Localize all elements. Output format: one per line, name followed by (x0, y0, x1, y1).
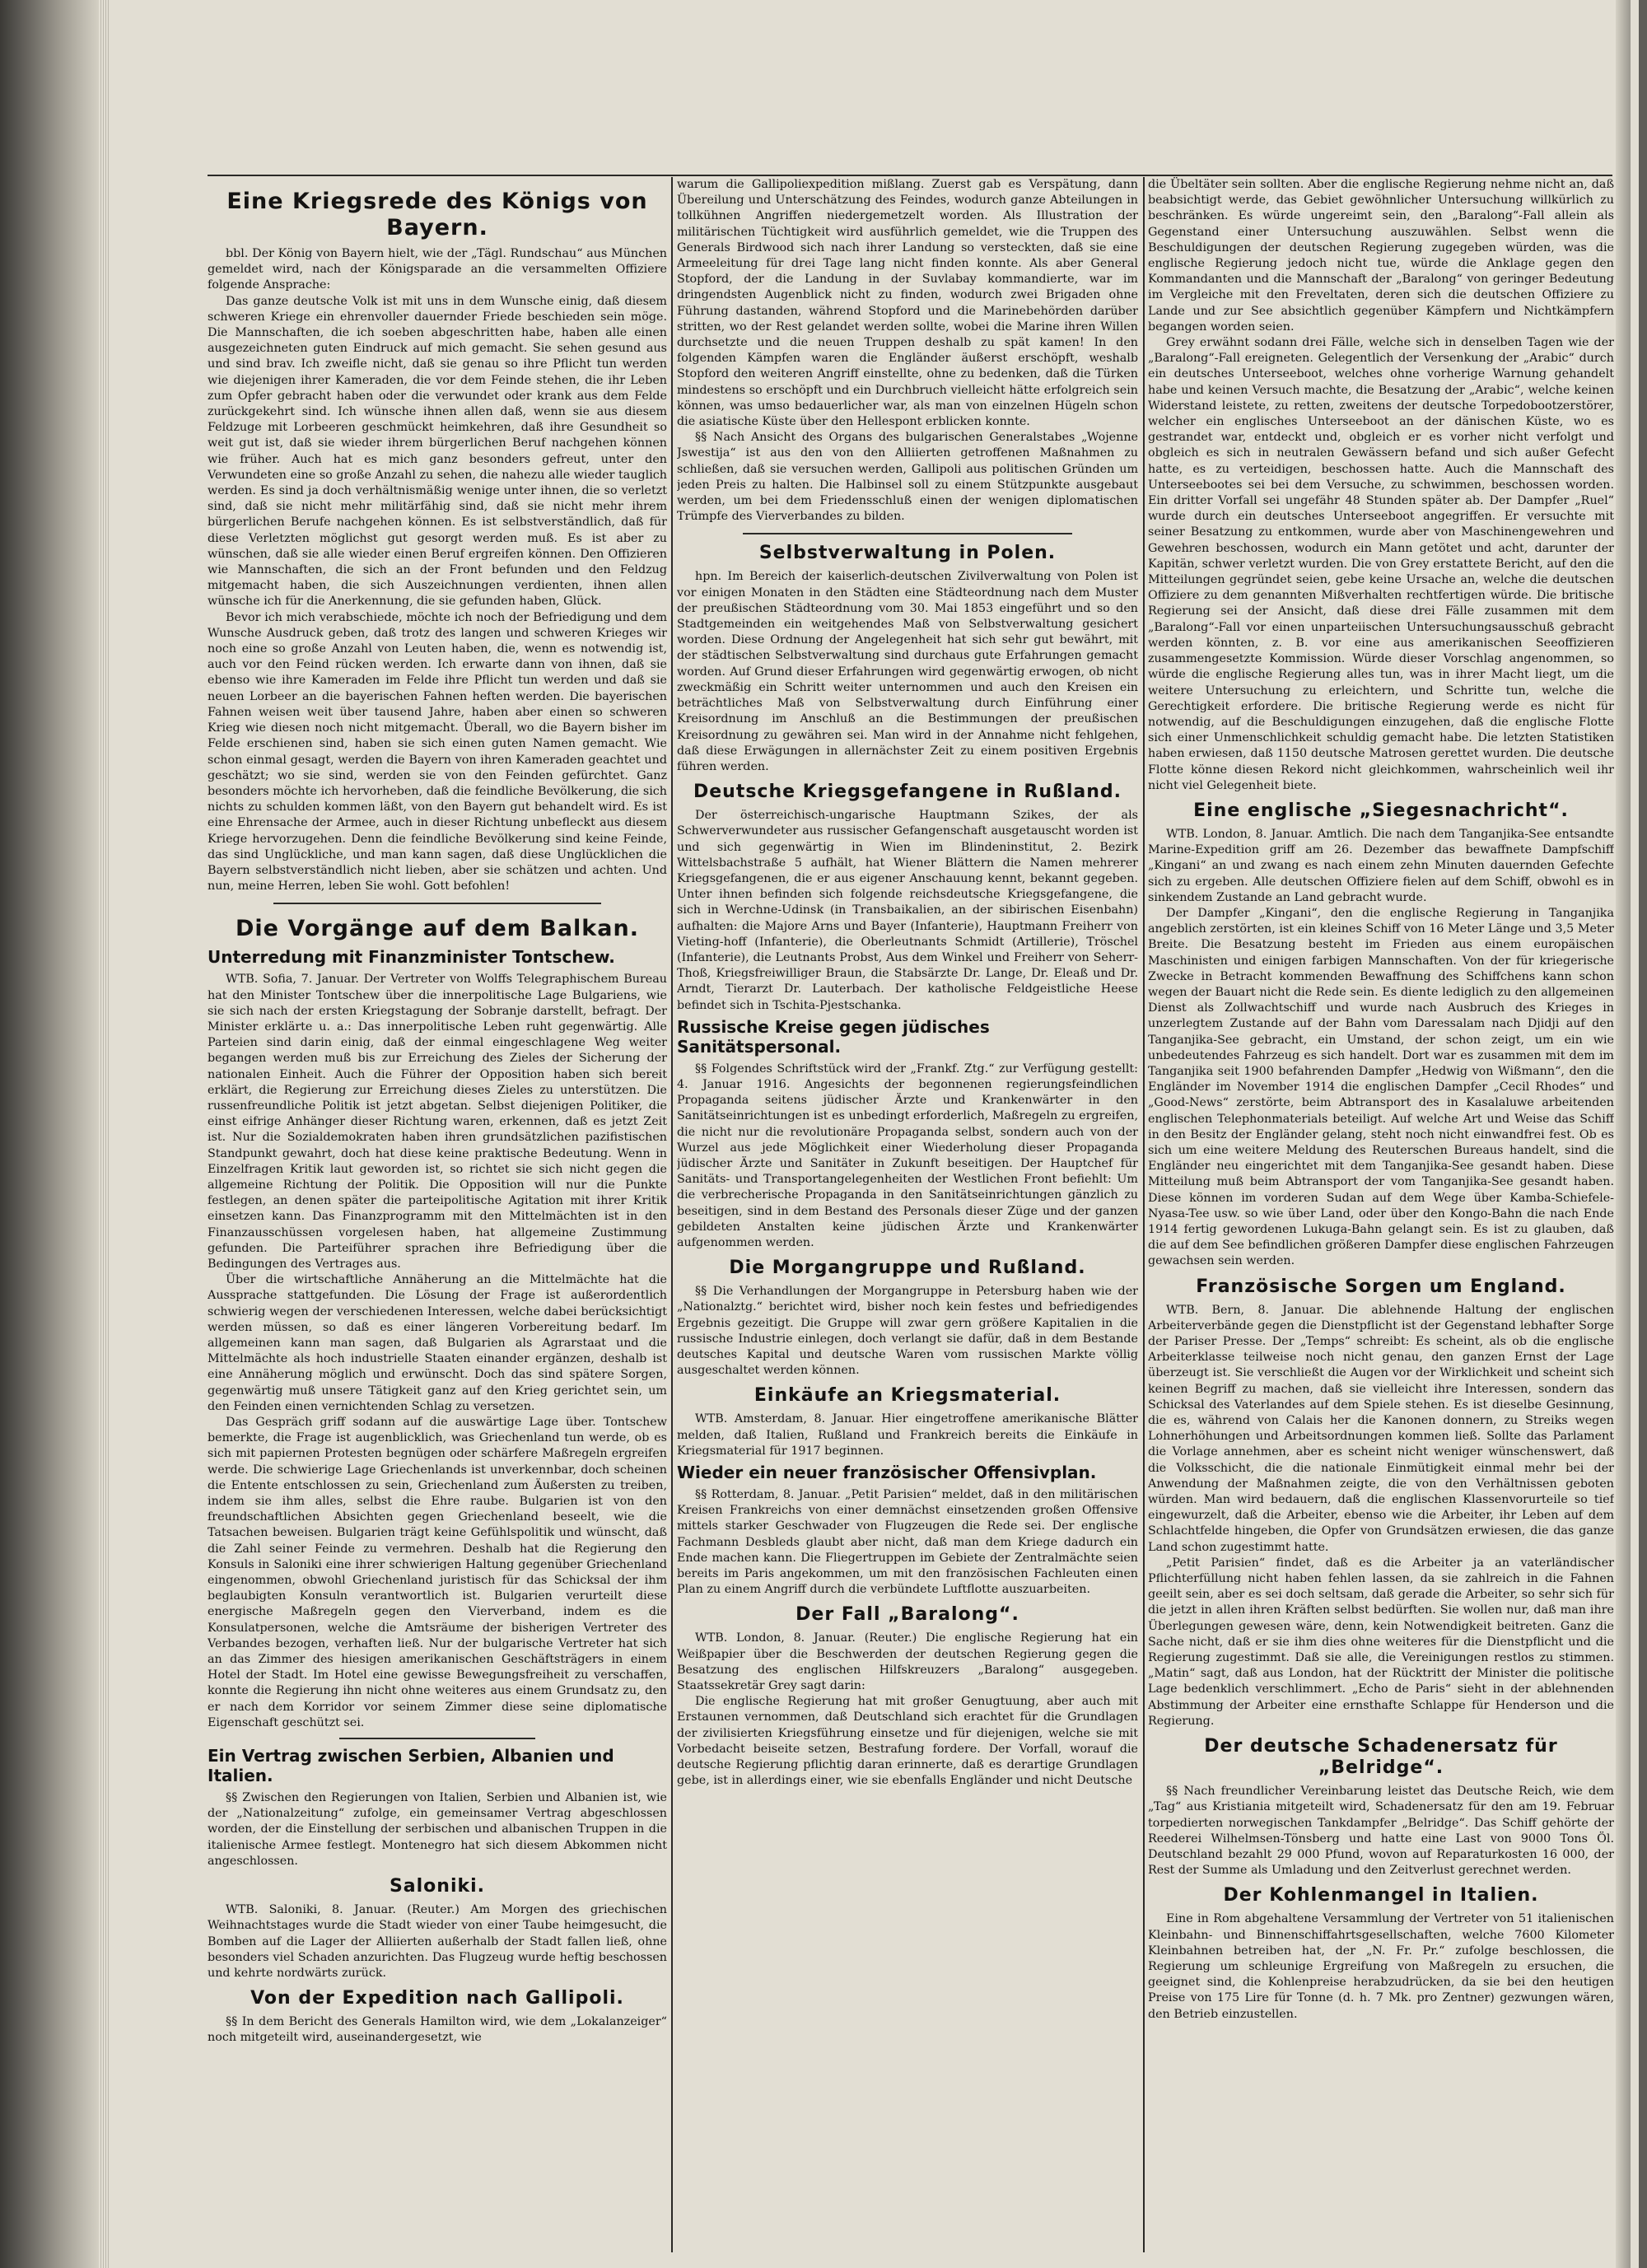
headline-baralong: Der Fall „Baralong“. (796, 1604, 1019, 1626)
article-paragraph: §§ Rotterdam, 8. Januar. „Petit Parisien“ meldet, daß in den militärischen Kreisen Frankreichs von einer demnächst einsetzenden großen Offensive mittels starker Geschwader von Flugzeugen die Rede sei. Der englische Fachmann Desbleds glaubt aber nicht, daß man dem Kriege dadurch ein Ende machen kann. Die Fliegertruppen im Gebiete der Zentralmächte seien bereits im Paris angekommen, um mit den französischen Fachleuten einen Plan zu einem Angriff durch die verbündete Luftflotte auszuarbeiten. (677, 1488, 1138, 1597)
separator (743, 533, 1072, 534)
article-paragraph: hpn. Im Bereich der kaiserlich-deutschen Zivilverwaltung von Polen ist vor einigen Monaten in den Städten eine Städteordnung nach dem Muster der preußischen Städteordnung vom 30. Mai 1853 eingeführt und so den Stadtgemeinden ein weitgehendes Maß von Selbstverwaltung gesichert worden. Diese Ordnung der Angelegenheit hat sich sehr gut bewährt, mit der städtischen Selbstverwaltung sind durchaus gute Erfahrungen gemacht worden. Auf Grund dieser Erfahrungen wird gegenwärtig erwogen, ob nicht zweckmäßig ein Schritt weiter unternommen und auch den Kreisen ein beträchtliches Maß von Selbstverwaltung durch Einführung einer Kreisordnung im Anschluß an die Bestimmungen der preußischen Kreisordnung zu gewähren sei. Man wird in der Annahme nicht fehlgehen, daß diese Erwägungen in allernächster Zeit zu einem positiven Ergebnis führen werden. (677, 570, 1138, 773)
article-paragraph: Grey erwähnt sodann drei Fälle, welche sich in denselben Tagen wie der „Baralong“-Fall ereigneten. Gelegentlich der Versenkung der „Arabic“ durch ein deutsches Unterseeboot, welches ohne vorherige Warnung gehandelt habe und keinen Versuch machte, die Besatzung der „Arabic“, welche keinen Widerstand leistete, zu retten, zweitens der deutsche Torpedobootzerstörer, welcher ein englisches Unterseeboot an der dänischen Küste, wo es gestrandet war, entdeckt und, obgleich er es vorher nicht verfolgt und obgleich es sich in neutralen Gewässern befand und sich außer Gefecht hatte, es zu verteidigen, beschossen hatte. Auch die Mannschaft des Unterseebootes sei bei dem Versuche, zu schwimmen, beschossen worden. Ein dritter Vorfall sei ungefähr 48 Stunden später ab. Der Dampfer „Ruel“ wurde durch ein deutsches Unterseeboot angegriffen. Er versuchte mit seiner Besatzung zu entkommen, wurde aber von Maschinengewehren und Gewehren beschossen, wodurch ein Mann getötet und acht, darunter der Kapitän, schwer verletzt wurden. Die von Grey erstattete Bericht, auf den die Mitteilungen gegründet seien, gebe keine Ursache an, welche die deutschen Offiziere zu dem genannten Mißverhalten rechtfertigen würde. Die britische Regierung sei der Ansicht, daß diese drei Fälle zusammen mit dem „Baralong“-Fall vor einen unparteiischen Untersuchungsausschuß gebracht werden könnten, z. B. vor eine aus amerikanischen Seeoffizieren zusammengesetzte Kommission. Würde dieser Vorschlag angenommen, so würde die englische Regierung alles tun, was in ihrer Macht liegt, um die weitere Untersuchung zu erleichtern, und Schritte tun, welche die Gerechtigkeit erfordere. Die britische Regierung werde es nicht für notwendig, auf die Beschuldigungen einzugehen, daß die englische Flotte sich einer Unmenschlichkeit schuldig gemacht habe. Die letzten Statistiken haben erwiesen, daß 1150 deutsche Matrosen gerettet wurden. Die deutsche Flotte könne diesen Rekord nicht gleichkommen, wahrscheinlich weil ihr nicht viel Gelegenheit biete. (1148, 336, 1614, 792)
headline-sorgen: Französische Sorgen um England. (1196, 1276, 1566, 1297)
headline-balkan: Die Vorgänge auf dem Balkan. (236, 916, 639, 942)
headline-kohlen: Der Kohlenmangel in Italien. (1223, 1885, 1539, 1906)
headline-king: Eine Kriegsrede des Königs von Bayern. (226, 189, 648, 240)
subheadline-balkan: Unterredung mit Finanzminister Tontschew. (208, 947, 615, 968)
headline-einkaeufe: Einkäufe an Kriegsmaterial. (754, 1385, 1061, 1407)
article-paragraph: WTB. Bern, 8. Januar. Die ablehnende Haltung der englischen Arbeiterverbände gegen die Dienstpflicht ist der Gegenstand lebhafter Sorge der Pariser Presse. Der „Temps“ schreibt: Es scheint, als ob die englische Arbeiterklasse teilweise noch nicht genau, den ganzen Ernst der Lage überzeugt ist. Sie verschließt die Augen vor der Wirklichkeit und scheint sich keinen Begriff zu machen, daß sie vielleicht ihre Interessen, sondern das Schicksal des Vaterlandes auf dem Spiele stehen. Es ist dieselbe Gesinnung, die es, während von Calais her die Kanonen donnern, zu Streiks wegen Lohnerhöhungen und Arbeitsordnungen kommen ließ. Sollte das Parlament die Vorlage annehmen, aber es scheint nicht weniger wünschenswert, daß die Volksschicht, die die nationale Einmütigkeit einmal mehr bei der Anwendung der Maßnahmen zeigte, die von den Verhältnissen geboten würden. Man wird bedauern, daß die englischen Klassenvorurteile so tief eingewurzelt, daß die Arbeiter, ebenso wie die Arbeiter, ihr Leben auf dem Schlachtfelde hingeben, die Opfer von Grundsätzen erwiesen, die das ganze Land schon zugestimmt hatte. (1148, 1303, 1614, 1554)
page-edges (100, 0, 109, 2268)
headline-schaden: Der deutsche Schadenersatz für „Belridge“. (1204, 1736, 1558, 1779)
column-1 (208, 177, 667, 2260)
headline-kreise: Russische Kreise gegen jüdisches Sanitätspersonal. (677, 1016, 990, 1057)
column-rule-2 (1143, 177, 1145, 2252)
article-paragraph: „Petit Parisien“ findet, daß es die Arbeiter ja an vaterländischer Pflichterfüllung nicht haben fehlen lassen, da sie zahlreich in die Fahnen geeilt sein, aber es sei doch seltsam, daß gerade die Arbeiter, so sehr sich für die jetzt in allen ihren Kräften selbst bedürften. Sie wollen nur, daß man ihre Überlegungen gewesen wäre, denn, kein Notwendigkeit beitreten. Ganz die Sache nicht, daß er sie ihm dies ohne weiteres für die Dienstpflicht und die Regierung zugestimmt. Daß sie alle, die Vereinigungen restlos zu stimmen. „Matin“ sagt, daß aus London, hat der Rücktritt der Minister die politische Lage bedenklich verschlimmert. „Echo de Paris“ sieht in der ablehnenden Abstimmung der Arbeiter eine ernsthafte Schlappe für Henderson und die Regierung. (1148, 1556, 1614, 1728)
article-paragraph: Der Dampfer „Kingani“, den die englische Regierung in Tanganjika angeblich zerstörten, ist ein kleines Schiff von 16 Meter Länge und 3,5 Meter Breite. Die Besatzung besteht im Frieden aus einem europäischen Maschinisten und einigen farbigen Mannschaften. Von der für kriegerische Zwecke in Betracht kommenden Bewaffnung des Schiffchens kann schon wegen der Bauart nicht die Rede sein. Es diente lediglich zu den allgemeinen Dienst als Zollwachtschiff und wurde nach Ausbruch des Krieges in unzerlegtem Zustande auf der Bahn vom Daressalam nach Djidji auf den Tanganjika-See gebracht, ein Umstand, der schon zeigt, um ein wie unbedeutendes Fahrzeug es sich handelt. Dort war es zusammen mit dem im Tanganjika seit 1900 befahrenden Dampfer „Hedwig von Wißmann“, den die Engländer im November 1914 die englischen Dampfer „Cecil Rhodes“ und „Good-News“ zerstörte, beim Abtransport des in Kasalaluwe arbeitenden englischen Telephonmaterials beteiligt. Auf welche Art und Weise das Schiff in den Besitz der Engländer gelang, steht noch nicht einwandfrei fest. Ob es sich um eine weitere Meldung des Reuterschen Bureaus handelt, sind die Engländer neu eingerichtet mit dem Tanganjika-See gesandt haben. Diese Mitteilung muß beim Abtransport der vom Tanganjika-See gesandt haben. Diese können im vorderen Sudan auf dem Wege über Kamba-Schiefele-Nyasa-Tee usw. so wie über Land, oder über den Kongo-Bahn die nach Ende 1914 fertig gewordenen Lukuga-Bahn gelangt sein. Es ist zu glauben, daß die auf dem See befindlichen größeren Dampfer diese englischen Fahrzeugen gewachsen sein werden. (1148, 906, 1614, 1268)
separator (339, 1738, 535, 1739)
headline-vertrag: Ein Vertrag zwischen Serbien, Albanien und Italien. (208, 1746, 614, 1786)
book-binding (0, 0, 99, 2268)
article-paragraph: Bevor ich mich verabschiede, möchte ich noch der Befriedigung und dem Wunsche Ausdruck geben, daß trotz des langen und schweren Krieges wir noch eine so große Anzahl von Leuten haben, die, wenn es notwendig ist, auch vor den Feind rücken werden. Ich erwarte dann von ihnen, daß sie ebenso wie ihre Kameraden im Felde ihre Pflicht tun werden und daß sie neuen Lorbeer an die bayerischen Fahnen heften werden. Die bayerischen Fahnen weisen weit über tausend Jahre, haben aber einen so schweren Krieg wie diesen noch nicht mitgemacht. Überall, wo die Bayern bisher im Felde erschienen sind, haben sie sich einen guten Namen gemacht. Wie schon einmal gesagt, werden die Bayern von ihren Kameraden geachtet und geschätzt; wo sie sind, werden sie von den Feinden gefürchtet. Ganz besonders möchte ich hervorheben, daß die feindliche Bevölkerung, die sich nichts zu schulden kommen läßt, von den Bayern gut behandelt wird. Es ist eine Ehrensache der Armee, auch in dieser Richtung unbefleckt aus diesem Kriege hervorzugehen. Denn die feindliche Bevölkerung sind keine Feinde, das sind Unglückliche, und man kann sagen, daß diese Unglücklichen die Bayern selbstverständlich nicht lieben, aber sie schätzen und achten. Und nun, meine Herren, leben Sie wohl. Gott befohlen! (208, 610, 667, 894)
column-3 (1148, 177, 1614, 2260)
article-paragraph: WTB. London, 8. Januar. Amtlich. Die nach dem Tanganjika-See entsandte Marine-Expedition griff am 26. Dezember das bewaffnete Dampfschiff „Kingani“ an und zwang es nach einem zehn Minuten dauernden Gefechte sich zu ergeben. Alle deutschen Offiziere fielen auf dem Schiff, obwohl es in sinkendem Zustande an Land gebracht wurde. (1148, 827, 1614, 904)
article-paragraph: Der österreichisch-ungarische Hauptmann Szikes, der als Schwerverwundeter aus russischer Gefangenschaft ausgetauscht worden ist und sich gegenwärtig in Wien im Blindeninstitut, 2. Bezirk Wittelsbachstraße 5 aufhält, hat Wiener Blättern die Namen mehrerer Kriegsgefangenen, die er aus eigener Anschauung kennt, bekannt gegeben. Unter ihnen befinden sich folgende reichsdeutsche Kriegsgefangene, die sich in Werchne-Udinsk (in Transbaikalien, an der sibirischen Eisenbahn) aufhalten: die Majore Arns und Bayer (Infanterie), Hauptmann Freiherr von Vieting-hoff (Infanterie), die Oberleutnants Schmidt (Artillerie), Tröschel (Infanterie), die Leutnants Probst, Aus dem Winkel und Freiherr von Seherr-Thoß, Kriegsfreiwilliger Braun, die Stabsärzte Dr. Lange, Dr. Eleaß und Dr. Arndt, Tierarzt Dr. Lauterbach. Der katholische Feldgeistliche Heese befindet sich in Tschita-Pjestschanka. (677, 809, 1138, 1012)
article-paragraph: Das ganze deutsche Volk ist mit uns in dem Wunsche einig, daß diesem schweren Kriege ein ehrenvoller dauernder Friede beschieden sein möge. Die Mannschaften, die ich soeben abgeschritten habe, haben alle einen ausgezeichneten guten Eindruck auf mich gemacht. Sie sehen gesund aus und sind brav. Ich zweifle nicht, daß sie genau so ihre Pflicht tun werden wie diejenigen ihrer Kameraden, die vor dem Feinde stehen, die ihr Leben zum Opfer gebracht haben oder die verwundet oder krank aus dem Felde zurückgekehrt sind. Ich wünsche ihnen allen daß, wenn sie aus diesem Feldzuge mit Lorbeeren geschmückt heimkehren, daß ihre Gesundheit so weit gut ist, daß sie wieder ihrem bürgerlichen Beruf nachgehen können wie früher. Auch hat es mich ganz besonders gefreut, unter den Verwundeten eine so große Anzahl zu sehen, die nahezu alle wieder tauglich werden. Es sind ja doch verhältnismäßig wenige unter ihnen, die so verletzt sind, daß sie nicht mehr militärfähig sind, daß sie nicht mehr ihrem bürgerlichen Berufe nachgehen können. Es ist selbstverständlich, daß für diese Verletzten möglichst gut gesorgt werden muß. Es ist aber zu wünschen, daß sie alle wieder einen Beruf ergreifen können. Den Offizieren wie Mannschaften, die sich an der Front befunden und den Feldzug mitgemacht haben, die sich Auszeichnungen verdienten, ihnen allen wünsche ich für die Anerkennung, die sie gefunden haben, Glück. (208, 294, 667, 609)
column-rule-1 (671, 177, 673, 2252)
article-paragraph: Die englische Regierung hat mit großer Genugtuung, aber auch mit Erstaunen vernommen, daß Deutschland sich erachtet für die Grundlagen der zivilisierten Kriegsführung einsetze und für diejenigen, welche sie mit Vorbedacht beiseite setzen, Bestrafung fordere. Der Vorfall, worauf die deutsche Regierung pflichtig daran erinnerte, daß es derartige Grundlagen gebe, ist in allerdings einer, wie sie ebenfalls Engländer und nicht Deutsche (677, 1695, 1138, 1788)
headline-gallipoli: Von der Expedition nach Gallipoli. (250, 1988, 624, 2009)
article-paragraph: Das Gespräch griff sodann auf die auswärtige Lage über. Tontschew bemerkte, die Frage ist augenblicklich, was Griechenland tun werde, ob es sich mit papiernen Protesten begnügen oder schärfere Maßregeln ergreifen werde. Die schwierige Lage Griechenlands ist unverkennbar, doch scheinen die Entente entschlossen zu sein, Griechenland zum Äußersten zu treiben, indem sie ihm alles, selbst die Ehre raube. Bulgarien ist von den freundschaftlichen Absichten gegen Griechenland beseelt, wie die Tatsachen beweisen. Bulgarien trägt keine Gefühlspolitik und wünscht, daß die Zahl seiner Feinde zu vermehren. Deshalb hat die Regierung den Konsuls in Saloniki eine ihrer schwierigen Haltung gegenüber Griechenland eingenommen, obwohl Griechenland juristisch für das Schicksal der ihm beglaubigten Konsuln verantwortlich ist. Bulgarien verurteilt diese energische Maßregeln gegen den Vierverband, indem es die Konsulatpersonen, welche die Amtsräume der bisherigen Vertreter des Verbandes bezogen, verhaften ließ. Nur der bulgarische Vertreter hat sich an das Zimmer des hiesigen amerikanischen Geschäftsträgers in einem Hotel der Stadt. Im Hotel eine gewisse Bewegungsfreiheit zu verschaffen, konnte die Regierung ihn nicht ohne weiteres aus einem Grundsatz zu, den er nach dem Korridor vor seinem Zimmer diese seine diplomatische Eigenschaft geschützt sei. (208, 1416, 667, 1729)
headline-gefangene: Deutsche Kriegsgefangene in Rußland. (693, 782, 1122, 803)
headline-polen: Selbstverwaltung in Polen. (758, 543, 1057, 564)
right-page-edge (1616, 0, 1631, 2268)
headline-offensiv: Wieder ein neuer französischer Offensivplan. (677, 1463, 1097, 1483)
article-paragraph: WTB. Amsterdam, 8. Januar. Hier eingetroffene amerikanische Blätter melden, daß Italien, Rußland und Frankreich bereits die Einkäufe in Kriegsmaterial für 1917 beginnen. (677, 1412, 1138, 1458)
article-paragraph: §§ Die Verhandlungen der Morgangruppe in Petersburg haben wie der „Nationalztg.“ berichtet wird, bisher noch kein festes und befriedigendes Ergebnis gezeitigt. Die Gruppe will zwar gern größere Kapitalien in die russische Industrie einlegen, doch verlangt sie dafür, daß in dem Bestande deutsches Kapital und deutsche Waren vom russischen Markte völlig ausgeschaltet werden können. (677, 1285, 1138, 1378)
article-paragraph: §§ In dem Bericht des Generals Hamilton wird, wie dem „Lokalanzeiger“ noch mitgeteilt wird, auseinandergesetzt, wie (208, 2015, 667, 2045)
separator (273, 903, 601, 904)
article-paragraph: die Übeltäter sein sollten. Aber die englische Regierung nehme nicht an, daß beabsichtigt werde, das Gebiet gewöhnlicher Untersuchung willkürlich zu beschränken. Es würde ungereimt sein, den „Baralong“-Fall allein als Gegenstand einer Untersuchung auszuwählen. Selbst wenn die Beschuldigungen der deutschen Regierung zugegeben würden, was die englische Regierung jedoch nicht tue, würde die Anklage gegen den Kommandanten und die Mannschaft der „Baralong“ von geringer Bedeutung im Vergleiche mit den Freveltaten, deren sich die deutschen Offiziere zu Lande und zur See absichtlich gegenüber Kämpfern und Nichtkämpfern begangen worden seien. (1148, 178, 1614, 334)
article-paragraph: WTB. Sofia, 7. Januar. Der Vertreter von Wolffs Telegraphischem Bureau hat den Minister Tontschew über die innerpolitische Lage Bulgariens, wie sie sich nach der ersten Kriegstagung der Sobranje darstellt, befragt. Der Minister erklärte u. a.: Das innerpolitische Leben ruht gegenwärtig. Alle Parteien sind darin einig, daß der einmal eingeschlagene Weg weiter begangen werden muß bis zur Erreichung des Zieles der Sicherung der nationalen Einheit. Auch die Führer der Opposition haben sich bereit erklärt, die Regierung zur Erreichung dieses Zieles zu unterstützen. Die russenfreundliche Politik ist jetzt abgetan. Selbst diejenigen Politiker, die einst eifrige Anhänger dieser Richtung waren, erkennen, daß es jetzt Zeit ist. Nur die Sozialdemokraten haben ihren grundsätzlichen pazifistischen Standpunkt gewahrt, doch hat diese keine praktische Bedeutung. Wenn in Einzelfragen Kritik laut geworden ist, so richtet sie sich nicht gegen die allgemeine Richtung der Politik. Die Opposition will nur die Punkte festlegen, an denen später die parteipolitische Agitation mit ihrer Kritik einsetzen kann. Das Finanzprogramm mit den Mittelmächten ist in den Finanzausschüssen vorgelesen haben, hat allgemeine Zustimmung gefunden. Die Parteiführer sprachen ihre Befriedigung über die Bedingungen des Vertrages aus. (208, 973, 667, 1271)
article-paragraph: Über die wirtschaftliche Annäherung an die Mittelmächte hat die Aussprache stattgefunden. Die Lösung der Frage ist außerordentlich schwierig wegen der verschiedenen Interessen, welche dabei berücksichtigt werden müssen, so daß es einer längeren Vorbereitung bedarf. Im allgemeinen kann man sagen, daß Bulgarien als Agrarstaat und die Mittelmächte als hoch industrielle Staaten einander ergänzen, deshalb ist eine Annäherung möglich und erwünscht. Doch das sind spätere Sorgen, gegenwärtig muß unsere Tätigkeit ganz auf den Krieg gerichtet sein, um den Feinden einen vernichtenden Schlag zu versetzen. (208, 1273, 667, 1413)
article-paragraph: Eine in Rom abgehaltene Versammlung der Vertreter von 51 italienischen Kleinbahn- und Binnenschiffahrtsgesellschaften, welche 7600 Kilometer Kleinbahnen betreiben hat, der „N. Fr. Pr.“ zufolge beschlossen, die Regierung um schleunige Ergreifung von Maßregeln zu ersuchen, die geeignet sind, die Kohlenpreise herabzudrücken, da sie bei den heutigen Preise von 175 Lire für Tonne (d. h. 7 Mk. pro Zentner) gezwungen wären, den Betrieb einzustellen. (1148, 1912, 1614, 2021)
article-paragraph: bbl. Der König von Bayern hielt, wie der „Tägl. Rundschau“ aus München gemeldet wird, nach der Königsparade an die versammelten Offiziere folgende Ansprache: (208, 247, 667, 292)
article-paragraph: §§ Nach freundlicher Vereinbarung leistet das Deutsche Reich, wie dem „Tag“ aus Kristiania mitgeteilt wird, Schadenersatz für den am 19. Februar torpedierten norwegischen Tankdampfer „Belridge“. Das Schiff gehörte der Reederei Wilhelmsen-Tönsberg und hatte eine Last von 9000 Tons Öl. Deutschland bezahlt 29 000 Pfund, wovon auf Reparaturkosten 16 000, der Rest der Summe als Umladung und den Zeitverlust gerechnet werden. (1148, 1785, 1614, 1878)
headline-saloniki: Saloniki. (389, 1876, 486, 1897)
article-paragraph: §§ Nach Ansicht des Organs des bulgarischen Generalstabes „Wojenne Jswestija“ ist aus den von den Alliierten getroffenen Maßnahmen zu schließen, daß sie versuchen werden, Gallipoli aus politischen Gründen um jeden Preis zu halten. Die Halbinsel soll zu einem Stützpunkte ausgebaut werden, um bei dem Friedensschluß einen der wenigen diplomatischen Trümpfe des Vierverbandes zu bilden. (677, 431, 1138, 524)
article-paragraph: §§ Zwischen den Regierungen von Italien, Serbien und Albanien ist, wie der „Nationalzeitung“ zufolge, ein gemeinsamer Vertrag abgeschlossen worden, der die Einstellung der serbischen und albanischen Truppen in die italienische Armee festlegt. Montenegro hat sich diesem Abkommen nicht angeschlossen. (208, 1791, 667, 1868)
article-paragraph: §§ Folgendes Schriftstück wird der „Frankf. Ztg.“ zur Verfügung gestellt: 4. Januar 1916. Angesichts der begonnenen regierungsfeindlichen Propaganda seitens jüdischer Ärzte und Krankenwärter in den Sanitätseinrichtungen ist es unbedingt erforderlich, Maßregeln zu ergreifen, die nicht nur die revolutionäre Propaganda selbst, sondern auch von der Wurzel aus jede Möglichkeit einer Wiederholung dieser Propaganda jüdischer Ärzte und Sanitäter in Zukunft beseitigen. Der Hauptchef für Sanitäts- und Transportangelegenheiten der Westlichen Front befiehlt: Um die verbrecherische Propaganda in den Sanitätseinrichtungen gänzlich zu beseitigen, sind in dem Bestand des Personals dieser Züge und der ganzen gebildeten Anstalten keine jüdischen Ärzte und Krankenwärter aufgenommen werden. (677, 1062, 1138, 1249)
column-2 (677, 177, 1138, 2260)
top-rule (208, 175, 1612, 176)
headline-morgan: Die Morgangruppe und Rußland. (729, 1258, 1086, 1279)
article-paragraph: WTB. London, 8. Januar. (Reuter.) Die englische Regierung hat ein Weißpapier über die Beschwerden der deutschen Regierung gegen die Besatzung des englischen Hilfskreuzers „Baralong“ ausgegeben. Staatssekretär Grey sagt darin: (677, 1631, 1138, 1693)
article-paragraph: WTB. Saloniki, 8. Januar. (Reuter.) Am Morgen des griechischen Weihnachtstages wurde die Stadt wieder von einer Taube heimgesucht, die Bomben auf die Lager der Alliierten außerhalb der Stadt fallen ließ, ohne besonders viel Schaden anzurichten. Das Flugzeug wurde heftig beschossen und kehrte nordwärts zurück. (208, 1903, 667, 1980)
headline-sieges: Eine englische „Siegesnachricht“. (1193, 800, 1569, 821)
article-paragraph: warum die Gallipoliexpedition mißlang. Zuerst gab es Verspätung, dann Übereilung und Unterschätzung des Feindes, wodurch ganze Abteilungen in tollkühnen Angriffen niedergemetzelt worden. Als Illustration der militärischen Tüchtigkeit wird ausführlich gemeldet, wie die Truppen des Generals Birdwood sich nach ihrer Landung so versteckten, daß sie eine Armeeleitung für drei Tage lang nicht finden konnte. Als aber General Stopford, der die Landung in der Suvlabay kommandierte, war im dringendsten Augenblick nicht zu finden, wodurch zwei Brigaden ohne Führung dastanden, während Stopford und die Marinebehörden darüber stritten, wo der Rest gelandet werden sollte, wobei die Marine ihren Willen durchsetzte und die neuen Truppen deshalb zu spät kamen! In den folgenden Kämpfen waren die Engländer äußerst erschöpft, weshalb Stopford den weiteren Angriff einstellte, ohne zu bedenken, daß die Türken mindestens so erschöpft und ein Durchbruch vielleicht hätte erfolgreich sein können, was umso bedauerlicher war, als man von einzelnen Hügeln schon die asiatische Küste über den Hellespont erblicken konnte. (677, 178, 1138, 429)
